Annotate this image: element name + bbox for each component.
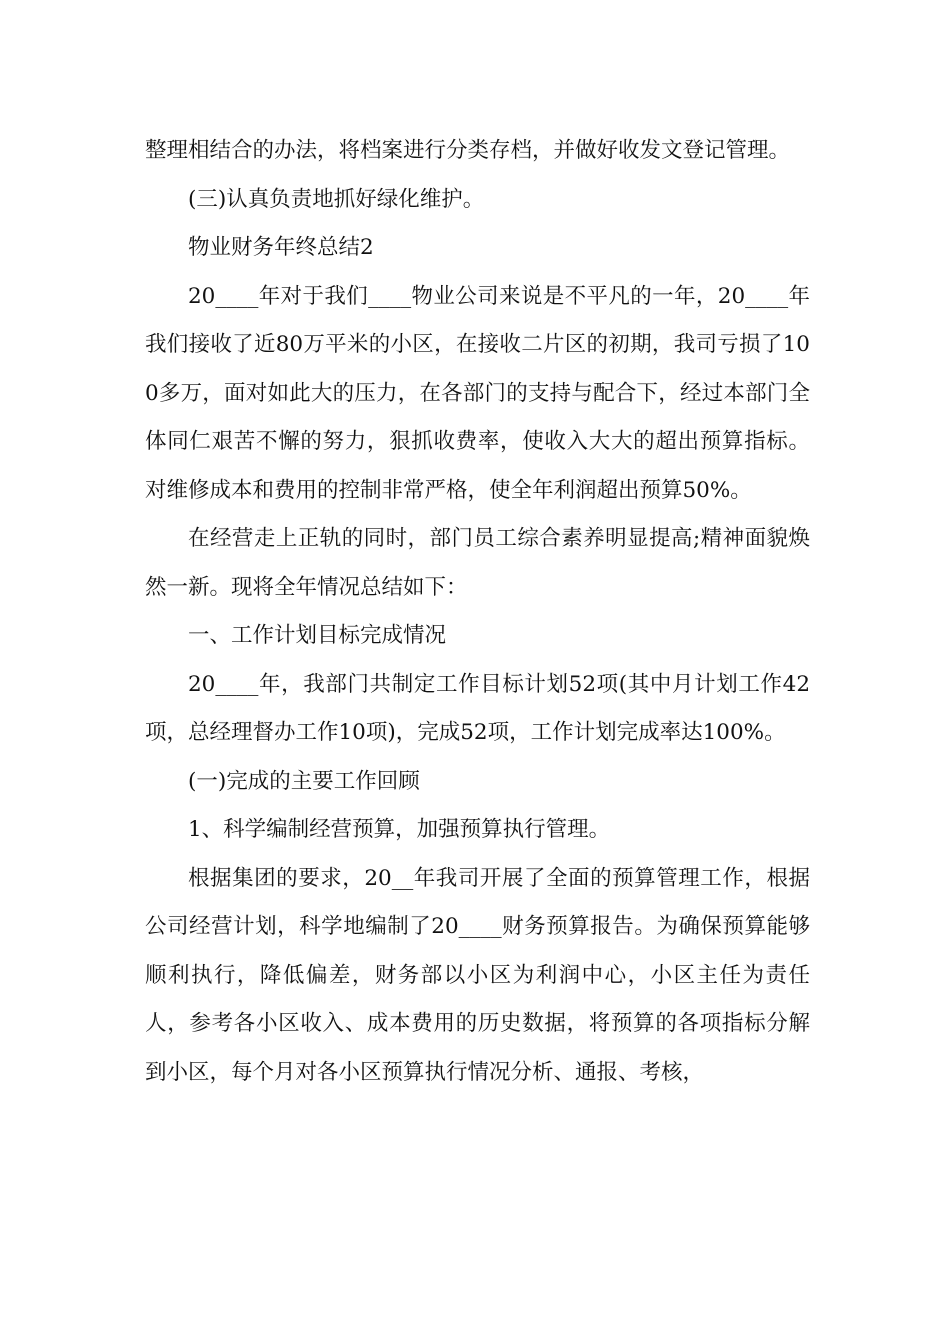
paragraph-greening-maintenance: (三)认真负责地抓好绿化维护。 bbox=[188, 186, 485, 212]
paragraph-staff-quality: 在经营走上正轨的同时，部门员工综合素养明显提高;精神面貌焕然一新。现将全年情况总结如下： bbox=[145, 526, 810, 600]
heading-budget-compilation: 1、科学编制经营预算，加强预算执行管理。 bbox=[188, 817, 611, 842]
paragraph-work-plan-stats: 20____年，我部门共制定工作目标计划52项(其中月计划工作42项，总经理督办工作10项)，完成52项，工作计划完成率达100%。 bbox=[145, 671, 810, 745]
heading-work-plan-completion: 一、工作计划目标完成情况 bbox=[188, 623, 447, 648]
paragraph-year-overview: 20____年对于我们____物业公司来说是不平凡的一年，20____年我们接收了近80万平米的小区，在接收二片区的初期，我司亏损了100多万，面对如此大的压力，在各部门的支持与配合下，经过本部门全体同仁艰苦不懈的努力，狠抓收费率，使收入大大的超出预算指标。对维修成本和费用的控制非常严格，使全年利润超出预算50%。 bbox=[145, 283, 810, 503]
heading-main-work-review: (一)完成的主要工作回顾 bbox=[188, 768, 420, 794]
paragraph-budget-details: 根据集团的要求，20__年我司开展了全面的预算管理工作，根据公司经营计划，科学地编制了20____财务预算报告。为确保预算能够顺利执行，降低偏差，财务部以小区为利润中心，小区主任为责任人，参考各小区收入、成本费用的历史数据，将预算的各项指标分解到小区，每个月对各小区预算执行情况分析、通报、考核， bbox=[145, 865, 810, 1085]
paragraph-archive-management: 整理相结合的办法，将档案进行分类存档，并做好收发文登记管理。 bbox=[145, 138, 791, 163]
section-title: 物业财务年终总结2 bbox=[188, 235, 374, 260]
document-page bbox=[145, 127, 810, 1097]
